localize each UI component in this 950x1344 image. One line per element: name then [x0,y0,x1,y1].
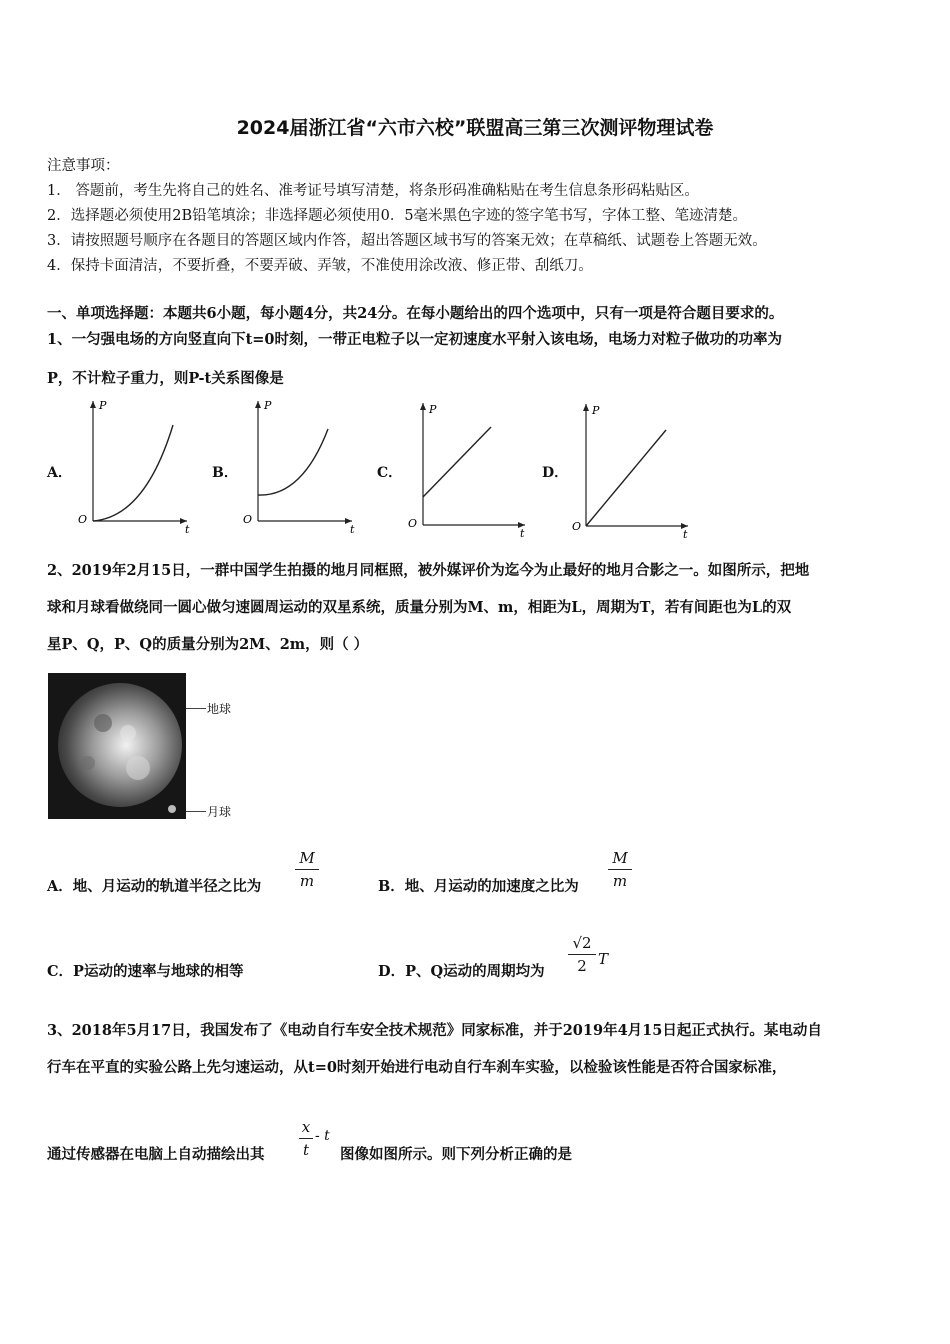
q1-option-d-label[interactable]: D． [542,465,569,481]
moon-leader-line [186,811,206,812]
q2-line-2: 球和月球看做绕同一圆心做匀速圆周运动的双星系统，质量分别为M、m，相距为L，周期为T，若有间距也为L的双 [47,599,792,616]
q2-line-3: 星P、Q，P、Q的质量分别为2M、2m，则（ ） [47,636,369,653]
notice-item-4: 4．保持卡面清洁，不要折叠，不要弄破、弄皱，不准使用涂改液、修正带、刮纸刀。 [47,258,593,274]
q3-line-3-pre: 通过传感器在电脑上自动描绘出其 [47,1146,265,1163]
q3-fraction-suffix: - t [315,1128,330,1144]
earth-leader-line [186,708,206,709]
q2-option-c[interactable]: C．P运动的速率与地球的相等 [47,963,244,980]
origin-label: O [408,517,418,530]
earth-label: 地球 [207,702,232,716]
fraction-denominator: t [302,1141,310,1159]
axis-x-label: t [185,523,190,535]
q2-option-b[interactable]: B．地、月运动的加速度之比为 [378,878,579,895]
section-heading: 一、单项选择题：本题共6小题，每小题4分，共24分。在每小题给出的四个选项中，只有一项是符合题目要求的。 [47,305,784,322]
notice-heading: 注意事项： [47,158,120,174]
q2-option-d-fraction [568,934,596,975]
axis-y-label: P [264,399,272,412]
fraction-numerator: x [301,1118,311,1136]
q2-option-d[interactable]: D．P、Q运动的周期均为 [378,963,545,980]
origin-label: O [243,513,253,526]
fraction-numerator: √2 [572,934,592,952]
q3-line-2: 行车在平直的实验公路上先匀速运动，从t=0时刻开始进行电动自行车刹车实验，以检验该性能是否符合国家标准， [47,1059,787,1076]
q3-line-1: 3、2018年5月17日，我国发布了《电动自行车安全技术规范》同家标准，并于2019年4月15日起正式执行。某电动自 [47,1022,822,1039]
q2-option-a-fraction [295,849,319,890]
axis-y-label: P [429,403,437,416]
axis-x-label: t [520,527,525,539]
q1-line-1: 1、一匀强电场的方向竖直向下t=0时刻，一带正电粒子以一定初速度水平射入该电场，电场力对粒子做功的功率为 [47,331,783,348]
axis-y-label: P [592,404,600,417]
fraction-denominator: m [612,872,628,890]
fraction-numerator: M [612,849,628,867]
q1-option-a-graph [75,395,195,535]
q1-option-d-graph [570,400,695,540]
moon-label: 月球 [207,805,232,819]
earth-moon-photo [48,673,186,819]
fraction-denominator: m [299,872,315,890]
q1-option-b-graph [240,395,360,535]
q1-option-a-label[interactable]: A． [47,465,72,481]
q1-option-c-label[interactable]: C． [377,465,403,481]
q3-fraction [299,1118,313,1159]
fraction-denominator: 2 [577,957,587,975]
axis-x-label: t [683,528,688,540]
axis-x-label: t [350,523,355,535]
q1-option-c-graph [407,397,532,539]
notice-item-2: 2．选择题必须使用2B铅笔填涂；非选择题必须使用0．5毫米黑色字迹的签字笔书写，字体工整、笔迹清楚。 [47,208,748,224]
q2-option-d-suffix: T [598,950,609,968]
page-title: 2024届浙江省“六市六校”联盟高三第三次测评物理试卷 [236,117,714,139]
q3-line-3-post: 图像如图所示。则下列分析正确的是 [340,1146,572,1163]
q2-option-b-fraction [608,849,632,890]
fraction-numerator: M [299,849,315,867]
axis-y-label: P [99,399,107,412]
origin-label: O [78,513,88,526]
origin-label: O [572,520,582,533]
notice-item-1: 1． 答题前，考生先将自己的姓名、准考证号填写清楚，将条形码准确粘贴在考生信息条形码粘贴区。 [47,183,699,199]
q2-option-a[interactable]: A．地、月运动的轨道半径之比为 [47,878,262,895]
q2-line-1: 2、2019年2月15日，一群中国学生拍摄的地月同框照，被外媒评价为迄今为止最好的地月合影之一。如图所示，把地 [47,562,810,579]
notice-item-3: 3．请按照题号顺序在各题目的答题区域内作答，超出答题区域书写的答案无效；在草稿纸、试题卷上答题无效。 [47,233,767,249]
q1-line-2: P，不计粒子重力，则P-t关系图像是 [47,370,284,387]
q1-option-b-label[interactable]: B． [212,465,238,481]
